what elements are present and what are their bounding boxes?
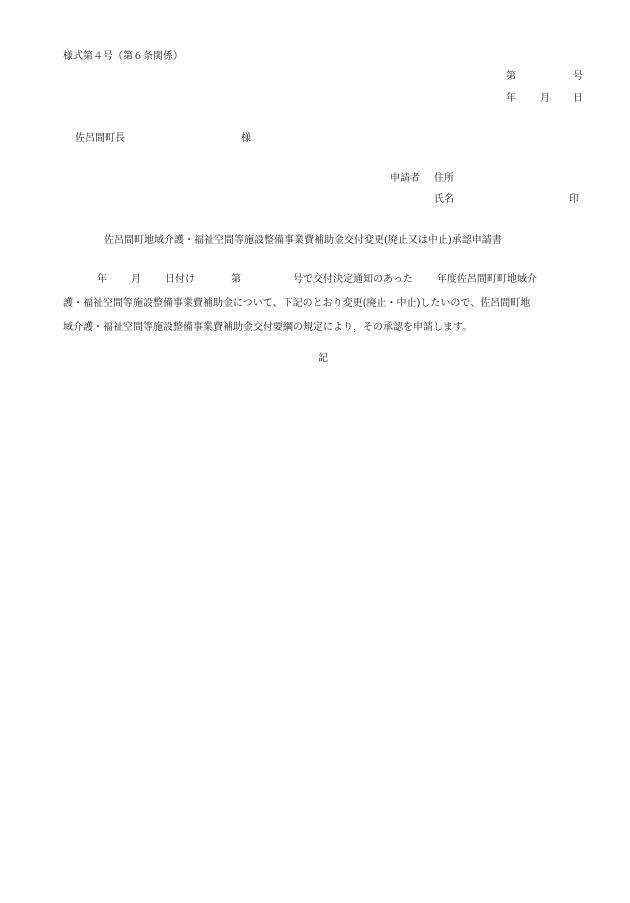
ki-heading: 記 bbox=[318, 353, 328, 364]
seal-mark: 印 bbox=[569, 194, 579, 205]
body-year-label: 年 bbox=[97, 274, 107, 285]
doc-number-prefix: 第 bbox=[506, 71, 516, 82]
body-dated-label: 日付け bbox=[165, 274, 195, 285]
applicant-role-label: 申請者 bbox=[390, 173, 420, 184]
body-line-3: 域介護・福祉空間等施設整備事業費補助金交付要綱の規定により，その承認を申請します。 bbox=[63, 322, 473, 333]
body-paragraph bbox=[63, 268, 584, 340]
body-month-label: 月 bbox=[131, 274, 141, 285]
body-line-1-end: 年度佐呂間町町地域介 bbox=[436, 274, 537, 285]
body-line-1-text: 号で交付決定通知のあった bbox=[293, 274, 413, 285]
addressee-honorific: 様 bbox=[241, 133, 251, 144]
date-month-label: 月 bbox=[540, 93, 550, 104]
doc-number-suffix: 号 bbox=[573, 71, 583, 82]
addressee-name: 佐呂間町長 bbox=[75, 133, 125, 144]
applicant-name-label: 氏名 bbox=[434, 194, 454, 205]
body-number-prefix: 第 bbox=[231, 274, 241, 285]
body-line-2: 護・福祉空間等施設整備事業費補助金について、下記のとおり変更(廃止・中止)したいので、佐呂間町地 bbox=[63, 298, 531, 309]
date-year-label: 年 bbox=[506, 93, 516, 104]
form-number-label: 様式第４号（第６条関係） bbox=[63, 51, 183, 62]
applicant-address-label: 住所 bbox=[434, 173, 454, 184]
body-line-1 bbox=[63, 268, 584, 292]
document-title: 佐呂間町地域介護・福祉空間等施設整備事業費補助金交付変更(廃止又は中止)承認申請書 bbox=[104, 235, 502, 246]
date-day-label: 日 bbox=[573, 93, 583, 104]
